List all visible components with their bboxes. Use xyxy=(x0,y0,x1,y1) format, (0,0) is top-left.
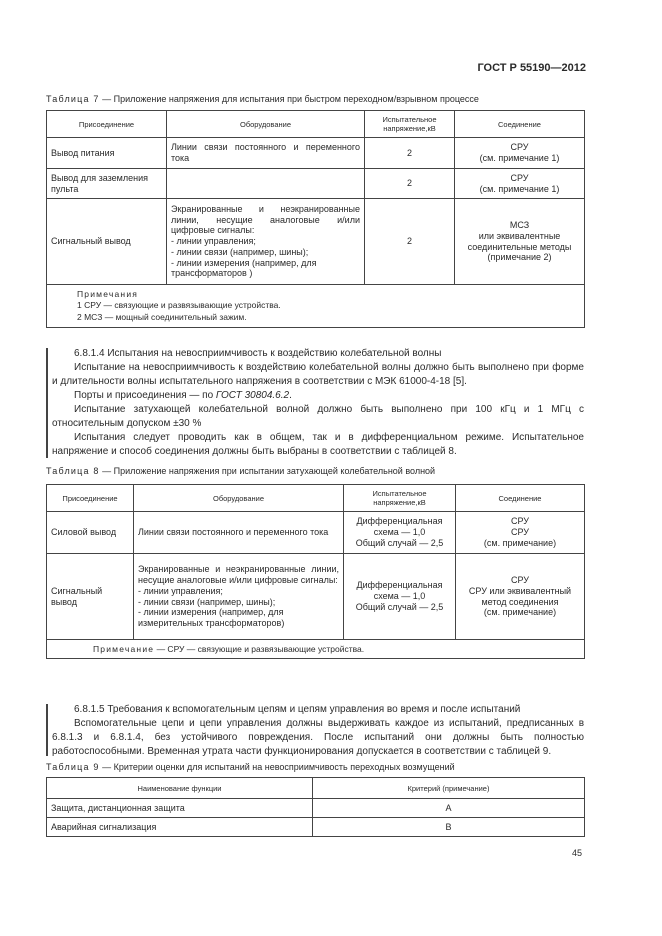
table-row xyxy=(47,818,585,837)
cell-line: Общий случай — 2,5 xyxy=(355,601,444,612)
table7-header: Соединение xyxy=(455,111,585,138)
change-bar xyxy=(46,704,48,756)
table7-caption-label: Таблица 7 xyxy=(46,94,100,104)
table9 xyxy=(46,777,585,837)
section-6814 xyxy=(52,347,584,459)
table-cell: Вывод для заземления пульта xyxy=(47,169,167,199)
table9-caption-label: Таблица 9 xyxy=(46,762,100,772)
table7-header-row xyxy=(47,111,585,138)
notes-title: Примечания xyxy=(77,289,139,299)
table9-header: Критерий (примечание) xyxy=(313,778,585,799)
paragraph xyxy=(52,389,584,403)
table-cell: А xyxy=(313,799,585,818)
table-cell: Линии связи постоянного и переменного тока xyxy=(134,512,344,554)
table-cell xyxy=(167,199,365,285)
cell-line: СРУ xyxy=(510,527,530,538)
table-cell xyxy=(134,554,344,640)
table8-note-row xyxy=(47,640,585,659)
table-cell: 2 xyxy=(365,199,455,285)
table-cell xyxy=(456,554,585,640)
table-cell xyxy=(455,169,585,199)
cell-line: (см. примечание 1) xyxy=(479,153,560,163)
note-item: 1 СРУ — связующие и развязывающие устройства. xyxy=(77,300,281,311)
table7-notes-row xyxy=(47,285,585,328)
table8-header-row xyxy=(47,485,585,512)
table7-caption xyxy=(46,94,479,104)
table9-caption-text: — Критерии оценки для испытаний на невосприимчивость переходных возмущений xyxy=(99,762,455,772)
paragraph: 6.8.1.5 Требования к вспомогательным цепям и цепям управления во время и после испытаний xyxy=(74,704,521,715)
cell-line: - линии измерения (например, для трансформаторов ) xyxy=(171,257,317,279)
table-row xyxy=(47,138,585,169)
table-cell: Линии связи постоянного и переменного тока xyxy=(167,138,365,169)
paragraph: 6.8.1.4 Испытания на невосприимчивость к воздействию колебательной волны xyxy=(74,348,442,359)
table9-caption xyxy=(46,762,455,772)
cell-line: Общий случай — 2,5 xyxy=(355,537,444,548)
table8 xyxy=(46,484,585,659)
table9-header: Наименование функции xyxy=(47,778,313,799)
paragraph: Испытание затухающей колебательной волной должно быть выполнено при 100 кГц и 1 МГц с относительным допуском ±30 % xyxy=(52,404,584,429)
cell-line: СРУ или эквивалентный метод соединения xyxy=(468,585,572,607)
table-row xyxy=(47,169,585,199)
cell-line: или эквивалентные xyxy=(478,230,561,241)
paragraph: Вспомогательные цепи и цепи управления должны выдерживать каждое из испытаний, предписанных в 6.8.1.3 и 6.8.1.4, без устойчивого повреждения. После испытаний они должны быть полностью работоспособными. Временная утрата части функционирования допускается в соответствии с таблицей 9. xyxy=(52,718,584,757)
standard-reference: ГОСТ 30804.6.2 xyxy=(215,390,290,401)
section-6815 xyxy=(52,703,584,759)
cell-line: СРУ xyxy=(510,172,529,183)
cell-line: Экранированные и неэкранированные линии, несущие аналоговые и/или цифровые сигналы: xyxy=(138,564,339,585)
cell-line: (см. примечание) xyxy=(483,607,557,618)
table7-header: Испытательное напряжение,кВ xyxy=(365,111,455,138)
table8-header: Соединение xyxy=(456,485,585,512)
table8-caption xyxy=(46,466,435,476)
table-cell: 2 xyxy=(365,138,455,169)
table-row xyxy=(47,199,585,285)
cell-line: СРУ xyxy=(510,142,529,153)
table8-header: Оборудование xyxy=(134,485,344,512)
paragraph: Испытания следует проводить как в общем, так и в дифференциальном режиме. Испытательное напряжение и способ соединения должны быть выбраны в соответствии с таблицей 8. xyxy=(52,432,584,457)
cell-line: Экранированные и неэкранированные линии, несущие аналоговые и/или цифровые сигналы: xyxy=(171,203,360,236)
table8-caption-text: — Приложение напряжения при испытании затухающей колебательной волной xyxy=(99,466,436,476)
table7-notes xyxy=(47,285,585,328)
table9-header-row xyxy=(47,778,585,799)
cell-line: Дифференциальная xyxy=(356,580,443,591)
note-label: Примечание xyxy=(93,644,155,654)
note-item: 2 МСЗ — мощный соединительный зажим. xyxy=(77,311,247,322)
cell-line: Дифференциальная xyxy=(356,516,443,527)
table-cell: Сигнальный вывод xyxy=(47,554,134,640)
page-number: 45 xyxy=(571,848,582,858)
paragraph: Испытание на невосприимчивость к воздействию колебательной волны должно быть выполнено при форме и длительности волны испытательного напряжения в соответствии с МЭК 61000-4-18 [5]. xyxy=(52,362,584,387)
table-cell: Вывод питания xyxy=(47,138,167,169)
table-cell xyxy=(456,512,585,554)
table7-header: Присоединение xyxy=(47,111,167,138)
table-cell: В xyxy=(313,818,585,837)
table-cell: Защита, дистанционная защита xyxy=(47,799,313,818)
table7-caption-text: — Приложение напряжения для испытания при быстром переходном/взрывном процессе xyxy=(99,94,479,104)
note-text: — СРУ — связующие и развязывающие устройства. xyxy=(154,644,365,654)
table-row xyxy=(47,554,585,640)
table-cell xyxy=(344,512,456,554)
cell-line: СРУ xyxy=(510,574,530,585)
cell-line: (см. примечание) xyxy=(483,537,557,548)
table-row xyxy=(47,512,585,554)
cell-line: - линии управления; xyxy=(171,236,256,247)
table-cell xyxy=(167,169,365,199)
table8-header: Испытательное напряжение,кВ xyxy=(344,485,456,512)
table-cell: Сигнальный вывод xyxy=(47,199,167,285)
table-cell: Силовой вывод xyxy=(47,512,134,554)
table-row xyxy=(47,799,585,818)
cell-line: схема — 1,0 xyxy=(373,527,426,538)
cell-line: - линии управления; xyxy=(138,585,223,596)
document-code: ГОСТ Р 55190—2012 xyxy=(477,62,586,74)
cell-line: - линии измерения (например, для измерительных трансформаторов) xyxy=(138,607,285,629)
table-cell xyxy=(455,138,585,169)
table7-header: Оборудование xyxy=(167,111,365,138)
cell-line: - линии связи (например, шины); xyxy=(171,246,309,257)
table-cell xyxy=(344,554,456,640)
paragraph-text: Порты и присоединения — по xyxy=(74,390,216,401)
cell-line: (примечание 2) xyxy=(487,252,552,263)
table-cell: Аварийная сигнализация xyxy=(47,818,313,837)
table-cell: 2 xyxy=(365,169,455,199)
cell-line: схема — 1,0 xyxy=(373,591,426,602)
cell-line: МСЗ xyxy=(509,219,530,230)
cell-line: СРУ xyxy=(510,516,530,527)
table8-header: Присоединение xyxy=(47,485,134,512)
change-bar xyxy=(46,348,48,458)
table8-caption-label: Таблица 8 xyxy=(46,466,100,476)
cell-line: (см. примечание 1) xyxy=(479,183,560,194)
cell-line: - линии связи (например, шины); xyxy=(138,596,276,607)
paragraph-text: . xyxy=(289,390,292,401)
cell-line: соединительные методы xyxy=(467,241,572,252)
table7 xyxy=(46,110,585,328)
table8-note xyxy=(47,640,585,659)
table-cell xyxy=(455,199,585,285)
